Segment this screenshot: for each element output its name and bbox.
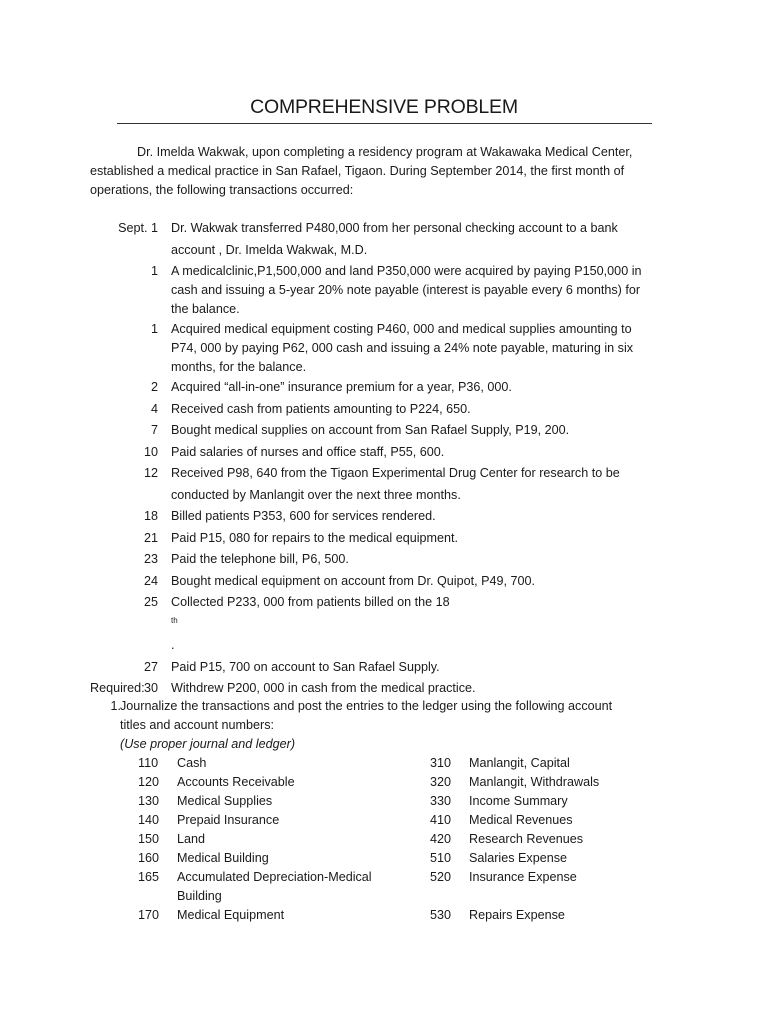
transaction-line: Paid P15, 080 for repairs to the medical equipment. xyxy=(171,530,459,545)
transaction-line: Billed patients P353, 600 for services rendered. xyxy=(171,509,436,523)
transaction-date: 2 xyxy=(150,380,158,394)
transaction-line: cash and issuing a 5-year 20% note payable (interest is payable every 6 months) for xyxy=(171,283,641,297)
transaction-line: conducted by Manlangit over the next three months. xyxy=(171,487,461,502)
requirement-text xyxy=(120,697,692,754)
transaction-line: Received cash from patients amounting to P224, 650. xyxy=(171,401,471,416)
account-number: 310 xyxy=(430,756,452,770)
transaction-line: Paid P15, 700 on account to San Rafael Supply. xyxy=(171,659,440,674)
transaction-text xyxy=(171,377,671,399)
account-number: 130 xyxy=(138,794,160,808)
transaction-line: A medicalclinic,P1,500,000 and land P350,000 were acquired by paying P150,000 in xyxy=(171,264,642,278)
account-name: Repairs Expense xyxy=(469,908,565,922)
account-name: Salaries Expense xyxy=(469,851,568,865)
transaction-date: 1 xyxy=(150,264,158,278)
transaction-row xyxy=(90,442,690,464)
requirement-item xyxy=(112,697,692,754)
transaction-text xyxy=(171,549,671,571)
transaction-row xyxy=(90,377,690,399)
transaction-line: Acquired medical equipment costing P460, 000 and medical supplies amounting to xyxy=(171,322,632,336)
account-name: Medical Equipment xyxy=(177,908,285,922)
transaction-text xyxy=(171,218,671,261)
account-name: Medical Supplies xyxy=(177,794,273,808)
account-name: Insurance Expense xyxy=(469,870,577,884)
account-number: 520 xyxy=(430,870,452,884)
transaction-line-text: Collected P233, 000 from patients billed on the 18 xyxy=(171,595,450,609)
account-number: 530 xyxy=(430,908,452,922)
requirement-line: Journalize the transactions and post the entries to the ledger using the following account xyxy=(120,699,613,713)
account-name: Land xyxy=(177,832,206,846)
transaction-line xyxy=(171,592,671,657)
transaction-line: months, for the balance. xyxy=(171,360,307,374)
transaction-date: 4 xyxy=(150,401,158,416)
account-number: 160 xyxy=(138,851,160,865)
transaction-row xyxy=(90,592,690,657)
transaction-row xyxy=(90,463,690,506)
transaction-date: 7 xyxy=(150,423,158,437)
transaction-date: 25 xyxy=(143,595,158,609)
transaction-text xyxy=(171,320,671,377)
transaction-row xyxy=(90,262,690,319)
transaction-text xyxy=(171,420,671,442)
transaction-line: account , Dr. Imelda Wakwak, M.D. xyxy=(171,242,368,257)
account-number: 120 xyxy=(138,775,160,789)
transaction-line: P74, 000 by paying P62, 000 cash and issuing a 24% note payable, maturing in six xyxy=(171,341,634,355)
transaction-line: Acquired “all-in-one” insurance premium for a year, P36, 000. xyxy=(171,380,512,394)
transaction-line: Dr. Wakwak transferred P480,000 from her personal checking account to a bank xyxy=(171,221,618,235)
transaction-row xyxy=(90,549,690,571)
transaction-line: Paid salaries of nurses and office staff, P55, 600. xyxy=(171,444,445,459)
requirement-line xyxy=(120,716,692,754)
transaction-row xyxy=(90,218,690,261)
transaction-row xyxy=(90,657,690,679)
transaction-row xyxy=(90,506,690,528)
transaction-date: 21 xyxy=(143,530,158,545)
transaction-line: Received P98, 640 from the Tigaon Experimental Drug Center for research to be xyxy=(171,466,620,480)
intro-paragraph xyxy=(90,143,680,200)
transaction-date: 27 xyxy=(143,659,158,674)
account-number: 165 xyxy=(138,870,160,884)
account-name: Accounts Receivable xyxy=(177,775,295,789)
account-name: Manlangit, Withdrawals xyxy=(469,775,600,789)
transaction-text xyxy=(171,571,671,593)
requirement-number: 1. xyxy=(110,699,121,713)
transaction-text xyxy=(171,463,671,506)
transaction-row xyxy=(90,420,690,442)
account-number: 410 xyxy=(430,813,452,827)
transaction-text xyxy=(171,528,671,550)
transaction-date: 18 xyxy=(143,509,158,523)
intro-line: established a medical practice in San Rafael, Tigaon. During September 2014, the first month of xyxy=(90,164,625,178)
account-number: 330 xyxy=(430,794,452,808)
transaction-line: Withdrew P200, 000 in cash from the medical practice. xyxy=(171,681,476,695)
transaction-text xyxy=(171,657,671,679)
transaction-date: 24 xyxy=(143,573,158,588)
transaction-text xyxy=(171,399,671,421)
transaction-date: 10 xyxy=(143,444,158,459)
account-number: 320 xyxy=(430,775,452,789)
account-name-line: Accumulated Depreciation-Medical xyxy=(177,870,372,884)
ordinal-superscript: th xyxy=(171,615,178,625)
transaction-date: Sept. 1 xyxy=(118,221,158,235)
account-name: Income Summary xyxy=(469,794,568,808)
transaction-row xyxy=(90,571,690,593)
account-number: 110 xyxy=(138,756,159,770)
account-name: Cash xyxy=(177,756,207,770)
transaction-row xyxy=(90,528,690,550)
transaction-row xyxy=(90,320,690,377)
account-number: 170 xyxy=(138,908,160,922)
account-number: 420 xyxy=(430,832,452,846)
requirement-line-plain: titles and account numbers: xyxy=(120,718,275,732)
requirement-line-italic: (Use proper journal and ledger) xyxy=(120,737,296,751)
transaction-line: Bought medical equipment on account from Dr. Quipot, P49, 700. xyxy=(171,573,536,588)
transaction-date: 23 xyxy=(143,552,158,566)
account-name: Medical Building xyxy=(177,851,269,865)
transaction-text xyxy=(171,506,671,528)
transaction-line: Paid the telephone bill, P6, 500. xyxy=(171,552,349,566)
transaction-text xyxy=(171,592,671,657)
transaction-date: 1 xyxy=(150,322,158,336)
account-number: 510 xyxy=(430,851,452,865)
transaction-list xyxy=(90,218,690,700)
account-name: Research Revenues xyxy=(469,832,584,846)
transaction-line: Bought medical supplies on account from San Rafael Supply, P19, 200. xyxy=(171,423,570,437)
transaction-line: the balance. xyxy=(171,302,240,316)
transaction-date: 12 xyxy=(143,466,158,480)
account-name: Medical Revenues xyxy=(469,813,573,827)
account-name: Manlangit, Capital xyxy=(469,756,570,770)
title-underline xyxy=(117,123,652,124)
required-label: Required: xyxy=(90,681,145,695)
transaction-row xyxy=(90,399,690,421)
account-name xyxy=(177,868,372,906)
intro-line: Dr. Imelda Wakwak, upon completing a residency program at Wakawaka Medical Center, xyxy=(137,145,633,159)
transaction-text xyxy=(171,262,671,319)
transaction-text xyxy=(171,442,671,464)
transaction-date: 30 xyxy=(143,681,158,695)
page-title: COMPREHENSIVE PROBLEM xyxy=(250,96,518,118)
intro-line: operations, the following transactions occurred: xyxy=(90,183,354,197)
line-suffix: . xyxy=(171,638,175,652)
account-number: 140 xyxy=(138,813,160,827)
account-name: Prepaid Insurance xyxy=(177,813,280,827)
account-name-line: Building xyxy=(177,889,222,903)
account-number: 150 xyxy=(138,832,160,846)
